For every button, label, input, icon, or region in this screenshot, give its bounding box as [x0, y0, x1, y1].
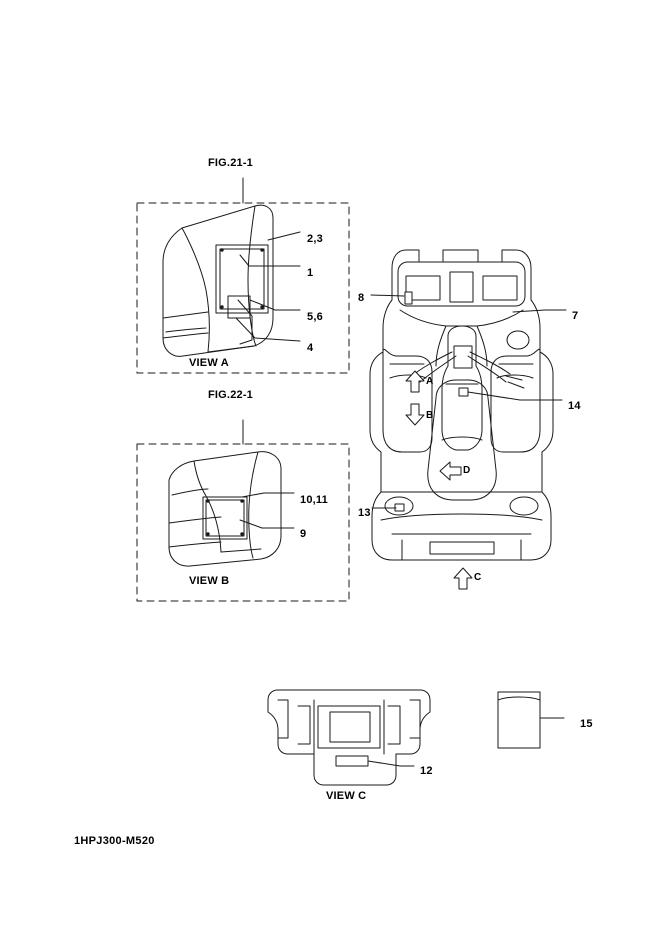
view-label-a: VIEW A — [189, 357, 229, 369]
item-15-label — [498, 692, 564, 748]
figure-label-22: FIG.22-1 — [208, 389, 254, 401]
view-label-b: VIEW B — [189, 575, 230, 587]
direction-letter-b: B — [426, 410, 434, 421]
view-b-leaders — [240, 493, 294, 528]
callout-8: 8 — [358, 292, 365, 304]
direction-letter-c: C — [474, 572, 482, 583]
callout-15: 15 — [580, 718, 593, 730]
callout-4: 4 — [307, 342, 314, 354]
callout-2-3: 2,3 — [307, 233, 323, 245]
direction-letter-d: D — [463, 465, 471, 476]
view-label-c: VIEW C — [326, 790, 367, 802]
view-a-frame — [137, 178, 349, 373]
view-a-body — [163, 205, 273, 356]
callout-14: 14 — [568, 400, 581, 412]
callout-10-11: 10,11 — [300, 494, 328, 506]
callout-1: 1 — [307, 267, 314, 279]
main-top-view — [370, 250, 553, 560]
direction-arrow-c — [454, 568, 472, 589]
callout-7: 7 — [572, 310, 579, 322]
callout-13: 13 — [358, 507, 371, 519]
callout-12: 12 — [420, 765, 433, 777]
figure-label-21: FIG.21-1 — [208, 157, 254, 169]
direction-arrow-b — [406, 404, 424, 425]
direction-arrow-d — [440, 462, 461, 480]
direction-letter-a: A — [426, 376, 434, 387]
view-b-body — [169, 452, 281, 566]
callout-9: 9 — [300, 528, 307, 540]
direction-arrow-a — [406, 371, 424, 392]
view-c-body — [268, 690, 430, 785]
part-code: 1HPJ300-M520 — [74, 835, 155, 847]
callout-5-6: 5,6 — [307, 311, 323, 323]
